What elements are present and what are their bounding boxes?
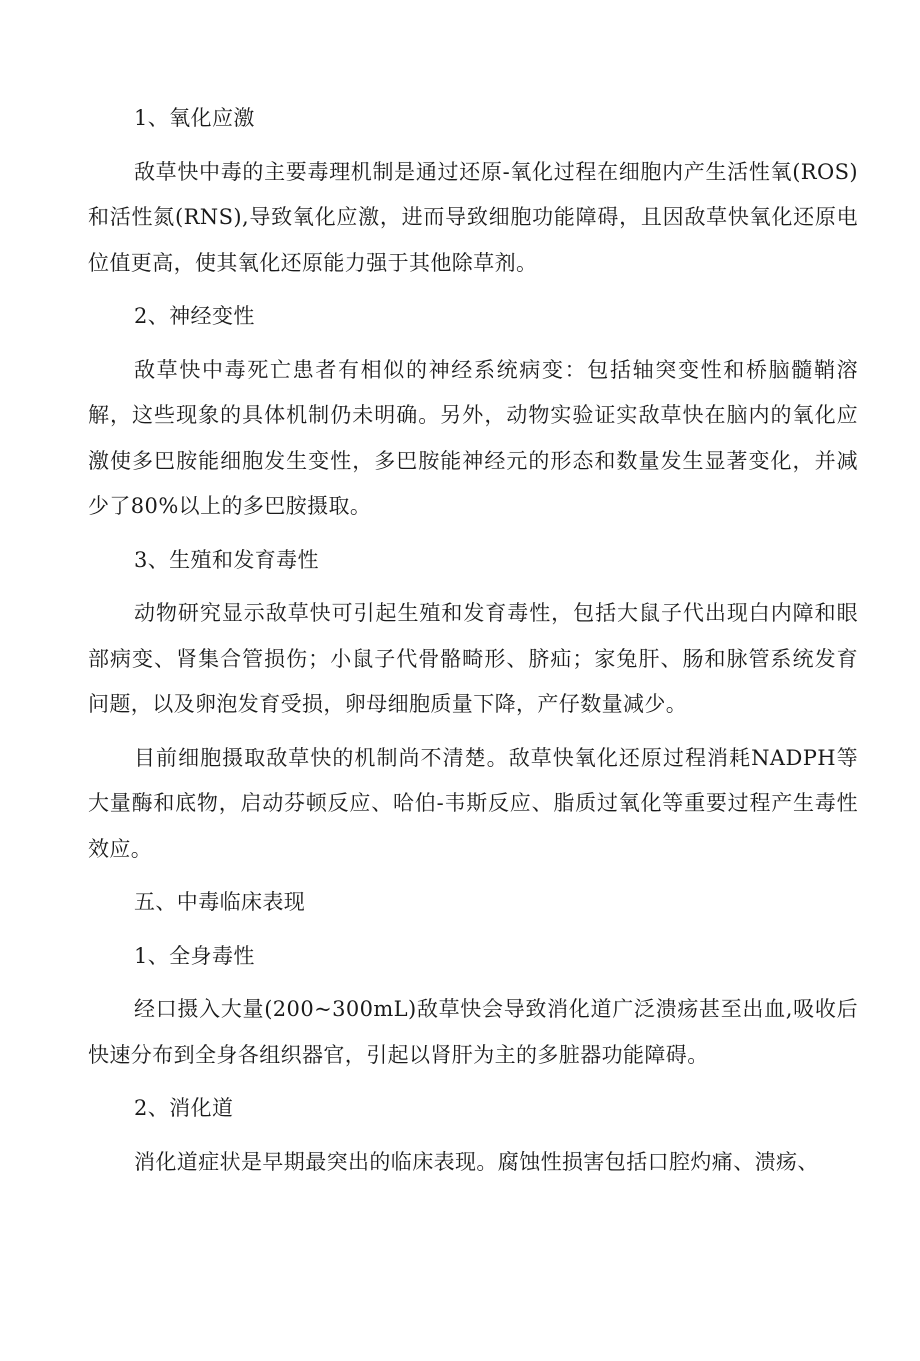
section-heading-systemic-toxicity: 1、全身毒性 — [134, 943, 255, 968]
paragraph-neurodegeneration: 敌草快中毒死亡患者有相似的神经系统病变：包括轴突变性和桥脑髓鞘溶解，这些现象的具体机制仍未明确。另外，动物实验证实敌草快在脑内的氧化应激使多巴胺能细胞发生变性，多巴胺能神经元的形态和数量发生显著变化，并减少了80%以上的多巴胺摄取。 — [88, 357, 858, 518]
section-heading-reproductive-toxicity: 3、生殖和发育毒性 — [134, 547, 319, 572]
chapter-heading-clinical-manifestations: 五、中毒临床表现 — [134, 890, 306, 914]
paragraph-reproductive-toxicity: 动物研究显示敌草快可引起生殖和发育毒性，包括大鼠子代出现白内障和眼部病变、肾集合管损伤；小鼠子代骨骼畸形、脐疝；家兔肝、肠和脉管系统发育问题，以及卵泡发育受损，卵母细胞质量下降，产仔数量减少。 — [88, 601, 858, 716]
document-page — [88, 96, 858, 1193]
paragraph-uptake-mechanism: 目前细胞摄取敌草快的机制尚不清楚。敌草快氧化还原过程消耗NADPH等大量酶和底物，启动芬顿反应、哈伯-韦斯反应、脂质过氧化等重要过程产生毒性效应。 — [88, 745, 858, 861]
paragraph-systemic-toxicity: 经口摄入大量(200~300mL)敌草快会导致消化道广泛溃疡甚至出血,吸收后快速分布到全身各组织器官，引起以肾肝为主的多脏器功能障碍。 — [88, 997, 858, 1067]
paragraph-digestive-tract: 消化道症状是早期最突出的临床表现。腐蚀性损害包括口腔灼痛、溃疡、 — [134, 1149, 819, 1174]
section-heading-neurodegeneration: 2、神经变性 — [134, 304, 255, 328]
section-heading-digestive-tract: 2、消化道 — [134, 1096, 234, 1120]
paragraph-oxidative-stress: 敌草快中毒的主要毒理机制是通过还原-氧化过程在细胞内产生活性氧(ROS)和活性氮(RNS),导致氧化应激，进而导致细胞功能障碍，且因敌草快氧化还原电位值更高，使其氧化还原能力强于其他除草剂。 — [88, 159, 858, 275]
section-heading-oxidative-stress: 1、氧化应激 — [134, 106, 255, 130]
